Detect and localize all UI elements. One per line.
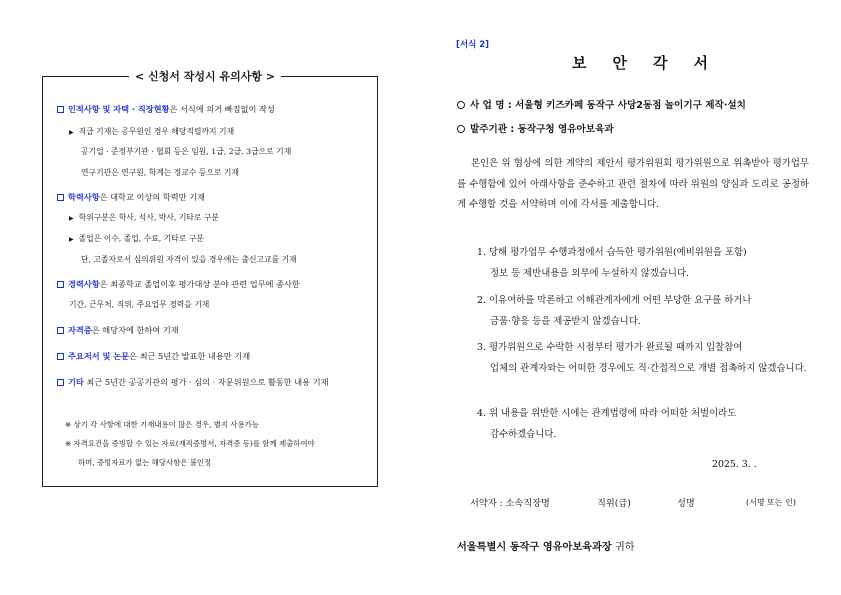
note-line: ▶ 직급 기재는 공무원인 경우 해당직렬까지 기재 — [69, 127, 235, 136]
triangle-bullet-icon: ▶ — [69, 129, 74, 136]
notes-box — [42, 70, 378, 487]
pledge-date: 2025. 3. . — [712, 459, 757, 470]
section-others: 기타 최근 5년간 공공기관의 평가 · 심의 · 자문위원으로 활동한 내용 기재 — [57, 377, 329, 388]
triangle-bullet-icon: ▶ — [69, 236, 74, 243]
checkbox-square-icon — [57, 327, 64, 334]
pledge-body: 본인은 위 협상에 의한 계약의 제안서 평가위원회 평가위원으로 위촉받아 평가업무를 수행함에 있어 아래사항을 준수하고 관련 절차에 따라 위원의 양심과 도리로 공정하게 수행할 것을 서약하며 이에 각서를 제출합니다. — [457, 158, 809, 210]
note-line: ▶ 학위구분은 학사, 석사, 박사, 기타로 구분 — [69, 213, 219, 222]
checkbox-square-icon — [57, 353, 64, 360]
addressee: 서울특별시 동작구 영유아보육과장 귀하 — [457, 542, 635, 553]
section-certificate: 자격증은 해당자에 한하여 기재 — [57, 325, 179, 336]
note-line: 기간, 근무처, 직위, 주요업무 경력을 기재 — [69, 300, 210, 309]
checkbox-square-icon — [57, 379, 64, 386]
pledge-item: 3. 평가위원으로 수락한 시점부터 평가가 완료될 때까지 입찰참여 업체의 관계자와는 어떠한 경우에도 직·간접적으로 개별 접촉하지 않겠습니다. — [477, 342, 807, 374]
section-education: 학력사항은 대학교 이상의 학력만 기재 — [57, 192, 205, 203]
note-line: 단, 고졸자로서 심의위원 자격이 있을 경우에는 출신고교를 기재 — [81, 255, 297, 264]
circle-bullet-icon — [457, 125, 465, 133]
footnote: ※ 상기 각 사항에 대한 기재내용이 많은 경우, 별지 사용가능 — [65, 420, 259, 429]
section-publications: 주요저서 및 논문은 최근 5년간 발표한 내용만 기재 — [57, 351, 250, 362]
checkbox-square-icon — [57, 281, 64, 288]
pledge-item: 4. 위 내용을 위반한 시에는 관계법령에 따라 어떠한 처벌이라도 감수하겠습니다. — [477, 408, 737, 440]
footnote: ※ 자격요건을 증빙할 수 있는 자료(재직증명서, 자격증 등)를 함께 제출하여야 — [65, 439, 315, 448]
position-label: 직위(급) — [597, 498, 631, 509]
agency-line: 발주기관 : 동작구청 영유아보육과 — [457, 121, 614, 135]
note-line: ▶ 졸업은 이수, 졸업, 수료, 기타로 구분 — [69, 234, 204, 243]
name-label: 성명 — [677, 498, 695, 509]
footnote: 하며, 증빙자료가 없는 해당사항은 불인정 — [78, 458, 212, 467]
notes-title: < 신청서 작성시 유의사항 > — [129, 68, 281, 84]
form-label: [서식 2] — [456, 40, 490, 50]
triangle-bullet-icon: ▶ — [69, 215, 74, 222]
pledge-item: 1. 당해 평가업무 수행과정에서 습득한 평가위원(예비위원을 포함) 정보 등 제반내용을 외부에 누설하지 않겠습니다. — [477, 247, 747, 279]
section-personal: 인적사항 및 자택 · 직장현황은 서식에 의거 빠짐없이 작성 — [57, 104, 275, 115]
form-title: 보안각서 — [572, 54, 734, 72]
note-line: 연구기관은 연구원, 학계는 정교수 등으로 기재 — [81, 168, 239, 177]
checkbox-square-icon — [57, 194, 64, 201]
checkbox-square-icon — [57, 106, 64, 113]
section-career: 경력사항은 최종학교 졸업이후 평가대상 분야 관련 업무에 종사한 — [57, 279, 300, 290]
circle-bullet-icon — [457, 101, 465, 109]
signature-note: (서명 또는 인) — [746, 498, 796, 507]
business-name-line: 사 업 명 : 서울형 키즈카페 동작구 사당2동점 놀이기구 제작·설치 — [457, 97, 746, 111]
signer-label: 서약자 : 소속직장명 — [470, 498, 550, 509]
pledge-item: 2. 이유여하를 막론하고 이해관계자에게 어떤 부당한 요구를 하거나 금품·향응 등을 제공받지 않겠습니다. — [477, 295, 752, 327]
note-line: 공기업 · 준정부기관 · 협회 등은 임원, 1급, 2급, 3급으로 기재 — [81, 147, 292, 156]
